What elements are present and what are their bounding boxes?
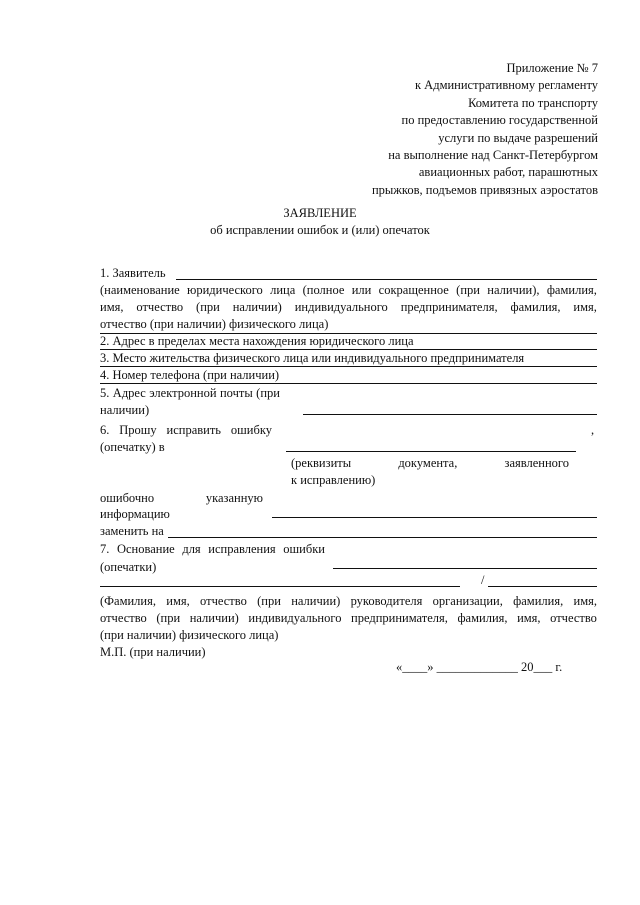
signatory-hint-line-3: (при наличии) физического лица) [100,628,279,642]
word: Прошу [119,423,157,437]
email-label-line-1 [100,385,280,402]
date-field[interactable]: «____» _____________ 20___ г. [396,660,563,674]
phone-input-line[interactable] [100,383,597,384]
word: предпринимателя, [400,300,498,314]
word: сокращенное [378,283,449,297]
annex-line: Комитета по транспорту [468,95,598,110]
annex-line: услуги по выдаче разрешений [438,130,598,145]
word: организации, [432,594,503,608]
word: ошибочно [100,491,155,505]
word: указанную [205,491,263,505]
word: исправить [166,423,222,437]
word: (при [256,386,280,400]
signatory-name-input-line[interactable] [100,586,460,587]
correction-label-line-2: (опечатку) в [100,440,165,454]
word: отчество [200,594,247,608]
word: (при [196,300,220,314]
applicant-input-line[interactable] [176,279,597,280]
word: отчество [136,300,184,314]
word: лица [270,283,296,297]
word: 7. [100,542,110,556]
word: наличии) [291,594,341,608]
word: заявленного [504,456,569,470]
annex-line: Приложение № 7 [506,61,598,75]
signatory-hint-line-1 [100,593,597,610]
signatory-hint-line-2 [100,610,597,627]
word: наличии) [232,300,282,314]
word: наличии) [189,611,239,625]
word: (Фамилия, [100,594,156,608]
signature-slash: / [481,573,485,587]
word: имя, [573,300,597,314]
annex-line: на выполнение над Санкт-Петербургом [388,148,598,163]
applicant-label: 1. Заявитель [100,266,166,280]
applicant-hint-line-1 [100,282,597,299]
word: для [182,542,201,556]
word: имя, [517,611,541,625]
word: фамилия, [546,283,597,297]
word: наличии), [487,283,540,297]
stamp-label: М.П. (при наличии) [100,645,206,659]
replace-with-label: заменить на [100,524,164,538]
annex-line: по предоставлению государственной [401,113,598,128]
phone-label: 4. Номер телефона (при наличии) [100,368,280,382]
word: (полное [302,283,345,297]
word: 6. [100,423,110,437]
word: имя, [573,594,597,608]
word: (при [156,611,181,625]
signature-input-line[interactable] [488,586,597,587]
annex-line: прыжков, подъемов привязных аэростатов [371,182,598,197]
word: Адрес [112,386,146,400]
word: (реквизиты [291,456,352,470]
word: фамилия, [457,611,508,625]
correction-document-input-line[interactable] [286,451,576,452]
word: ошибку [230,423,272,437]
legal-address-label: 2. Адрес в пределах места нахождения юридического лица [100,334,414,348]
email-label-line-2: наличии) [100,403,150,417]
basis-label-line-1 [100,541,325,558]
word: (при [456,283,480,297]
word: Основание [116,542,175,556]
wrong-info-input-line[interactable] [272,517,597,518]
word: предпринимателя, [351,611,448,625]
word: ошибки [283,542,325,556]
word: отчество [550,611,597,625]
word: (при [257,594,281,608]
residence-label: 3. Место жительства физического лица или индивидуального предпринимателя [100,351,525,365]
applicant-hint-line-3: отчество (при наличии) физического лица) [100,317,329,331]
word: или [351,283,372,297]
word: (наименование [100,283,180,297]
word: фамилия, [513,594,564,608]
annex-line: к Административному регламенту [414,78,598,93]
document-title: ЗАЯВЛЕНИЕ [283,206,357,220]
word: почты [219,386,253,400]
annex-header [298,60,598,199]
word: имя, [166,594,190,608]
correction-label-line-1 [100,422,272,439]
word: имя, [100,300,124,314]
correction-comma: , [591,423,595,437]
wrong-info-label-line-2: информацию [100,507,170,521]
requisites-hint-line-1 [291,455,569,472]
word: исправления [208,542,276,556]
word: 5. [100,386,110,400]
word: индивидуального [294,300,388,314]
word: документа, [398,456,458,470]
applicant-hint-line-2 [100,299,597,316]
word: руководителя [350,594,423,608]
wrong-info-label-line-1 [100,490,263,507]
basis-label-line-2: (опечатки) [100,560,157,574]
annex-line: авиационных работ, парашютных [418,165,598,180]
word: индивидуального [248,611,342,625]
word: фамилия, [510,300,561,314]
document-subtitle: об исправлении ошибок и (или) опечаток [210,223,430,237]
replace-with-input-line[interactable] [168,537,597,538]
word: электронной [149,386,217,400]
word: юридического [187,283,263,297]
email-input-line[interactable] [303,414,597,415]
requisites-hint-line-2: к исправлению) [291,473,376,487]
basis-input-line[interactable] [333,568,597,569]
word: отчество [100,611,147,625]
